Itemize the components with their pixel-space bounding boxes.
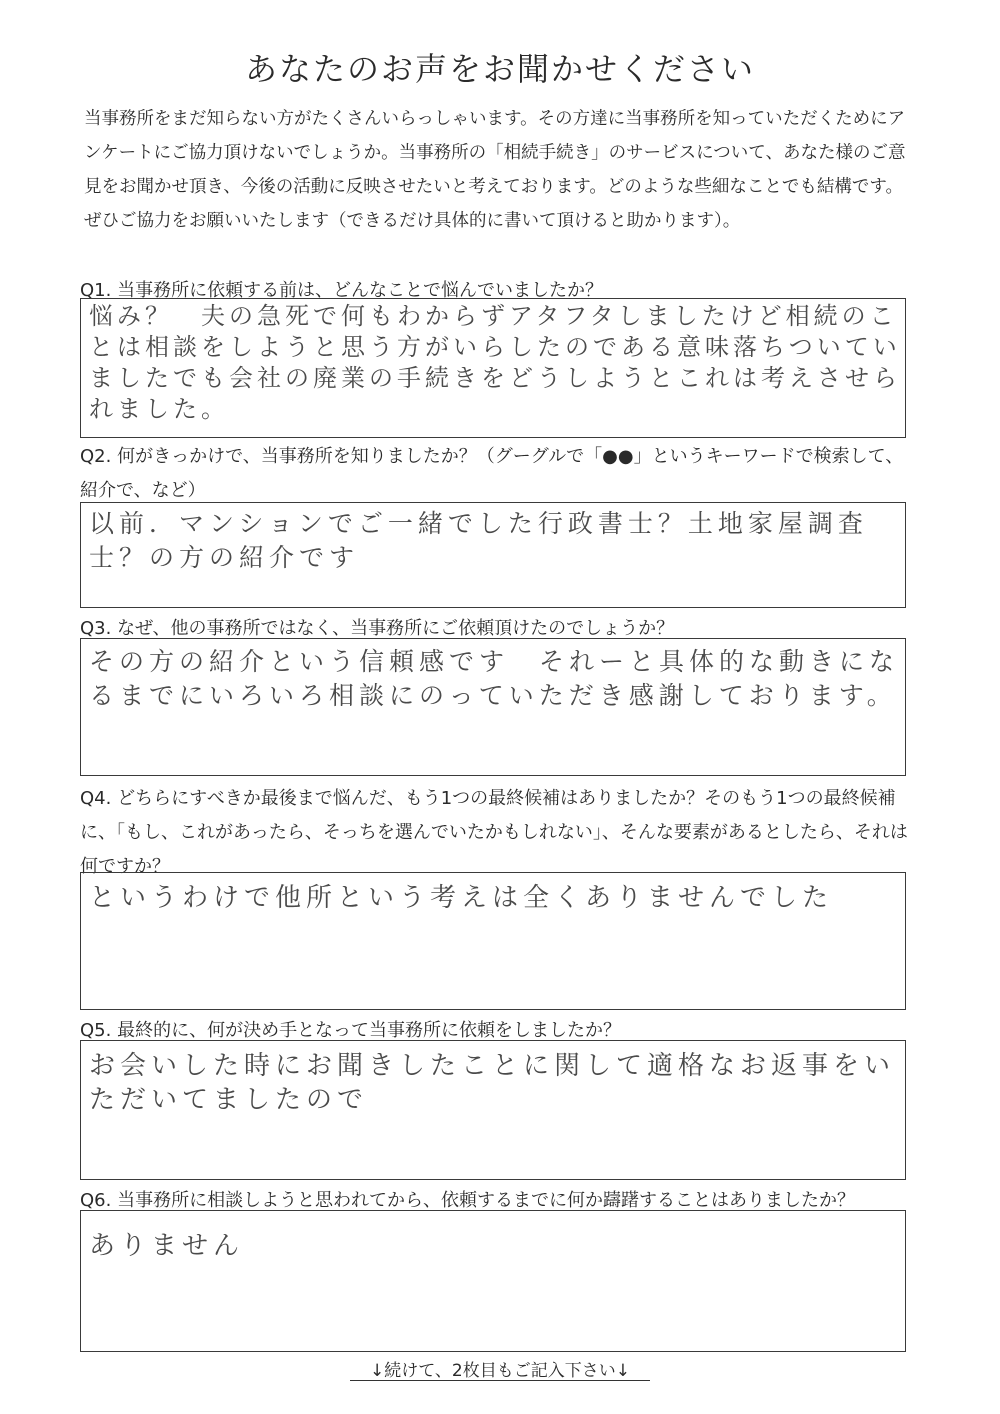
answer-4-handwriting: というわけで他所という考えは全くありませんでした <box>89 883 834 913</box>
question-6-label: Q6. 当事務所に相談しようと思われてから、依頼するまでに何か躊躇することはありましたか？ <box>80 1190 856 1211</box>
question-4-label: Q4. どちらにすべきか最後まで悩んだ、もう1つの最終候補はありましたか？そのもう1つの最終候補に、「もし、これがあったら、そっちを選んでいたかもしれない」、そんな要素があるとしたら、それは何ですか？ <box>80 788 908 877</box>
page-title: あなたのお声をお聞かせください <box>244 50 755 88</box>
answer-box-5 <box>80 1040 906 1180</box>
answer-box-1 <box>80 298 906 438</box>
answer-3-handwriting: その方の紹介という信頼感です それーと具体的な動きになるまでにいろいろ相談にのっていただき感謝しております。 <box>89 647 900 710</box>
answer-6-handwriting: ありません <box>89 1231 245 1261</box>
answer-1-handwriting: 悩み？ 夫の急死で何もわからずアタフタしましたけど相続のことは相談をしようと思う方がいらしたのである意味落ちついていましたでも会社の廃業の手続きをどうしようとこれは考えさせられました。 <box>89 302 901 423</box>
question-5-label: Q5. 最終的に、何が決め手となって当事務所に依頼をしましたか？ <box>80 1020 622 1041</box>
intro-text: 当事務所をまだ知らない方がたくさんいらっしゃいます。その方達に当事務所を知っていただくためにアンケートにご協力頂けないでしょうか。当事務所の「相続手続き」のサービスについて、あなた様のご意見をお聞かせ頂き、今後の活動に反映させたいと考えております。どのような些細なことでも結構です。ぜひご協力をお願いいたします（できるだけ具体的に書いて頂けると助かります）。 <box>84 109 906 231</box>
answer-box-6 <box>80 1210 906 1352</box>
question-3-label: Q3. なぜ、他の事務所ではなく、当事務所にご依頼頂けたのでしょうか？ <box>80 618 675 639</box>
question-1-label: Q1. 当事務所に依頼する前は、どんなことで悩んでいましたか？ <box>80 280 604 301</box>
footer-underline <box>350 1380 650 1381</box>
answer-box-3 <box>80 638 906 776</box>
answer-box-4 <box>80 872 906 1010</box>
answer-2-handwriting: 以前．マンションでご一緒でした行政書士？土地家屋調査士？の方の紹介です <box>89 509 868 572</box>
answer-5-handwriting: お会いした時にお聞きしたことに関して適格なお返事をいただいてましたので <box>89 1051 896 1115</box>
continue-notice: ↓続けて、2枚目もご記入下さい↓ <box>370 1361 630 1381</box>
answer-box-2 <box>80 502 906 608</box>
question-2-label: Q2. 何がきっかけで、当事務所を知りましたか？（グーグルで「●●」というキーワードで検索して、紹介で、など） <box>80 446 904 501</box>
